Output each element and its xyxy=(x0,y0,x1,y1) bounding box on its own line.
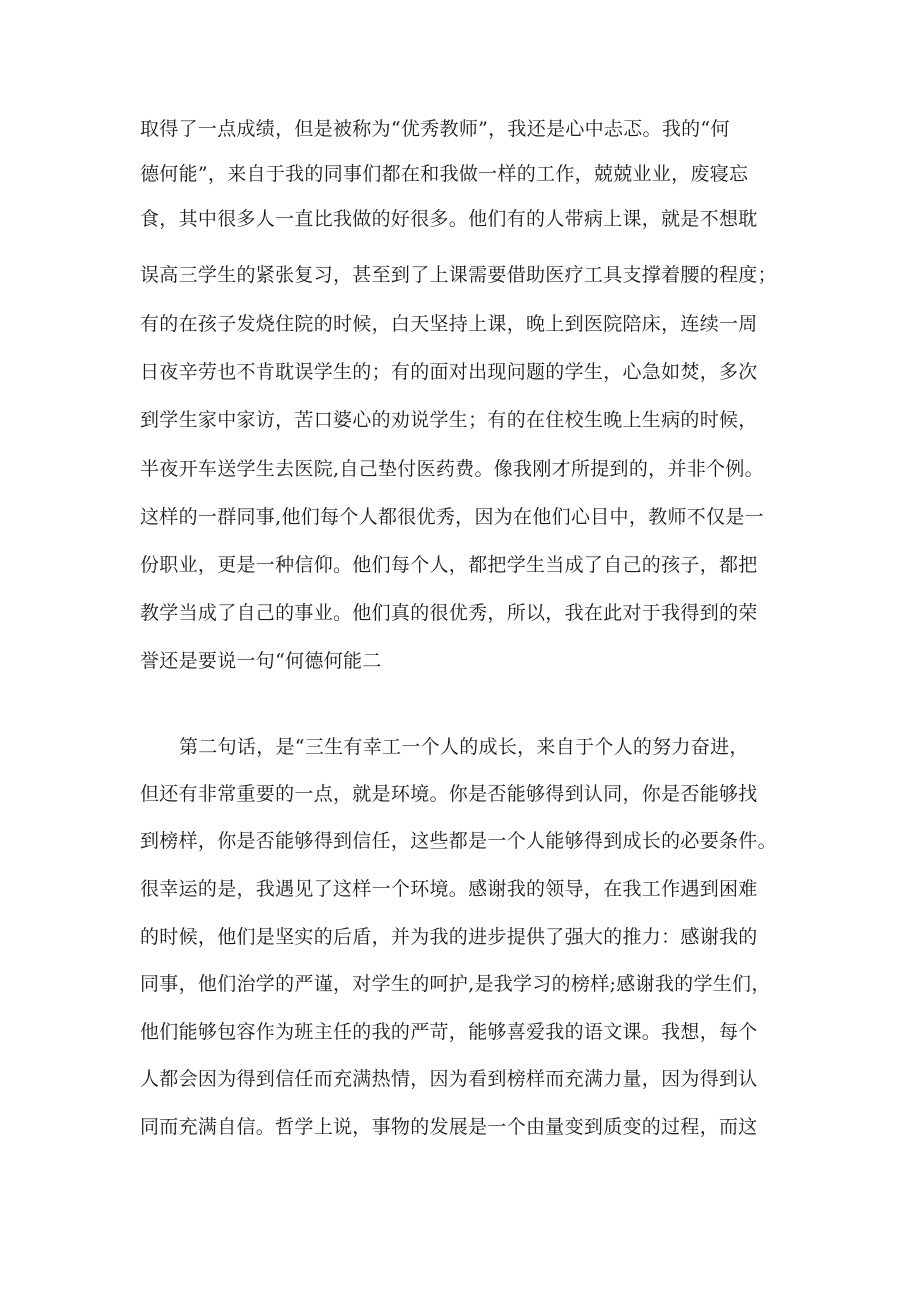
paragraph-line: 误高三学生的紧张复习，甚至到了上课需要借助医疗工具支撑着腰的程度； xyxy=(140,264,777,286)
paragraph-line: 人都会因为得到信任而充满热情，因为看到榜样而充满力量，因为得到认 xyxy=(140,1068,758,1090)
paragraph-line: 到学生家中家访，苦口婆心的劝说学生；有的在住校生晚上生病的时候， xyxy=(140,409,758,431)
paragraph-line: 份职业，更是一种信仰。他们每个人，都把学生当成了自己的孩子，都把 xyxy=(140,554,758,576)
paragraph-line: 但还有非常重要的一点，就是环境。你是否能够得到认同，你是否能够找 xyxy=(140,783,758,805)
paragraph-line: 同而充满自信。哲学上说，事物的发展是一个由量变到质变的过程，而这 xyxy=(140,1116,758,1138)
paragraph-line: 到榜样，你是否能够得到信任，这些都是一个人能够得到成长的必要条件。 xyxy=(140,830,777,852)
paragraph-line: 很幸运的是，我遇见了这样一个环境。感谢我的领导，在我工作遇到困难 xyxy=(140,878,758,900)
paragraph-line: 誉还是要说一句“何德何能二 xyxy=(140,650,382,672)
paragraph-line: 教学当成了自己的事业。他们真的很优秀，所以，我在此对于我得到的荣 xyxy=(140,602,758,624)
paragraph-line: 有的在孩子发烧住院的时候，白天坚持上课，晚上到医院陪床，连续一周 xyxy=(140,313,758,335)
paragraph-line: 日夜辛劳也不肯耽误学生的；有的面对出现问题的学生，心急如焚，多次 xyxy=(140,361,758,383)
paragraph-line: 他们能够包容作为班主任的我的严苛，能够喜爱我的语文课。我想，每个 xyxy=(140,1021,758,1043)
paragraph-line: 半夜开车送学生去医院,自己垫付医药费。像我刚才所提到的，并非个例。 xyxy=(140,458,764,480)
paragraph-line: 德何能”，来自于我的同事们都在和我做一样的工作，兢兢业业，废寝忘 xyxy=(140,163,749,185)
paragraph-line: 同事，他们治学的严谨，对学生的呵护,是我学习的榜样;感谢我的学生们， xyxy=(140,973,771,995)
paragraph-line: 的时候，他们是坚实的后盾，并为我的进步提供了强大的推力：感谢我的 xyxy=(140,926,758,948)
paragraph-line: 这样的一群同事,他们每个人都很优秀，因为在他们心目中，教师不仅是一 xyxy=(140,506,764,528)
paragraph-line: 取得了一点成绩，但是被称为“优秀教师”，我还是心中忐忑。我的“何 xyxy=(140,118,730,140)
paragraph-line: 第二句话，是“三生有幸工一个人的成长，来自于个人的努力奋进， xyxy=(179,736,749,758)
paragraph-line: 食，其中很多人一直比我做的好很多。他们有的人带病上课，就是不想耽 xyxy=(140,208,758,230)
